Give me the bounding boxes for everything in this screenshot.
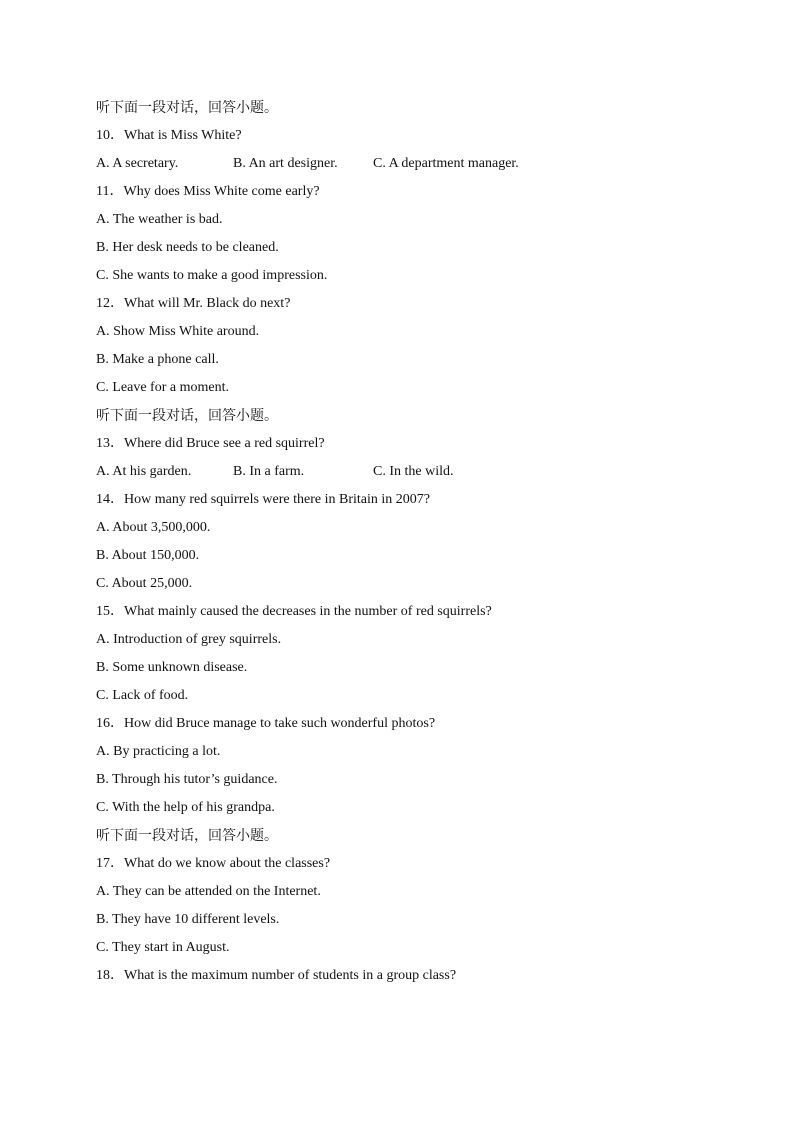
option-a: A. At his garden. (96, 464, 192, 479)
question-number: 18． (96, 968, 124, 983)
option-a: A. A secretary. (96, 156, 179, 171)
option-a: A. They can be attended on the Internet. (96, 884, 321, 899)
options-row (96, 458, 716, 486)
option-b: B. Make a phone call. (96, 352, 219, 367)
option-a: A. By practicing a lot. (96, 744, 221, 759)
option-c: C. Lack of food. (96, 688, 189, 703)
option-b: B. An art designer. (233, 156, 338, 171)
option-b: B. Some unknown disease. (96, 660, 248, 675)
option-c: C. About 25,000. (96, 576, 193, 591)
option-c: C. They start in August. (96, 940, 230, 955)
question-number: 12． (96, 296, 124, 311)
option-a: A. Introduction of grey squirrels. (96, 632, 282, 647)
question (96, 486, 716, 514)
option-b: B. About 150,000. (96, 548, 200, 563)
option-b: B. Through his tutor’s guidance. (96, 772, 278, 787)
question-text: What is the maximum number of students in a group class? (124, 968, 457, 983)
option-a: A. About 3,500,000. (96, 520, 211, 535)
option-b: B. Her desk needs to be cleaned. (96, 240, 279, 255)
question-number: 15． (96, 604, 124, 619)
option-a: A. The weather is bad. (96, 212, 223, 227)
section-instruction: 听下面一段对话，回答小题。 (96, 828, 278, 844)
question-number: 10． (96, 128, 124, 143)
question-text: Where did Bruce see a red squirrel? (124, 436, 325, 451)
question (96, 178, 716, 206)
exam-page (96, 94, 716, 990)
question-text: Why does Miss White come early? (123, 184, 320, 199)
question-text: What is Miss White? (124, 128, 242, 143)
question (96, 290, 716, 318)
option-c: C. A department manager. (373, 156, 519, 171)
question-number: 13． (96, 436, 124, 451)
question-text: How many red squirrels were there in Britain in 2007? (124, 492, 430, 507)
question (96, 598, 716, 626)
question-text: How did Bruce manage to take such wonderful photos? (124, 716, 436, 731)
section-instruction: 听下面一段对话，回答小题。 (96, 100, 278, 116)
option-b: B. They have 10 different levels. (96, 912, 280, 927)
question (96, 962, 716, 990)
question (96, 430, 716, 458)
question-number: 11． (96, 184, 124, 199)
question-text: What do we know about the classes? (124, 856, 331, 871)
question (96, 850, 716, 878)
option-c: C. In the wild. (373, 464, 454, 479)
option-c: C. With the help of his grandpa. (96, 800, 275, 815)
question-number: 16． (96, 716, 124, 731)
option-c: C. Leave for a moment. (96, 380, 229, 395)
section-instruction: 听下面一段对话，回答小题。 (96, 408, 278, 424)
option-b: B. In a farm. (233, 464, 305, 479)
question (96, 122, 716, 150)
option-c: C. She wants to make a good impression. (96, 268, 328, 283)
option-a: A. Show Miss White around. (96, 324, 260, 339)
question-text: What will Mr. Black do next? (124, 296, 291, 311)
question-number: 17． (96, 856, 124, 871)
question (96, 710, 716, 738)
question-number: 14． (96, 492, 124, 507)
options-row (96, 150, 716, 178)
question-text: What mainly caused the decreases in the number of red squirrels? (124, 604, 492, 619)
